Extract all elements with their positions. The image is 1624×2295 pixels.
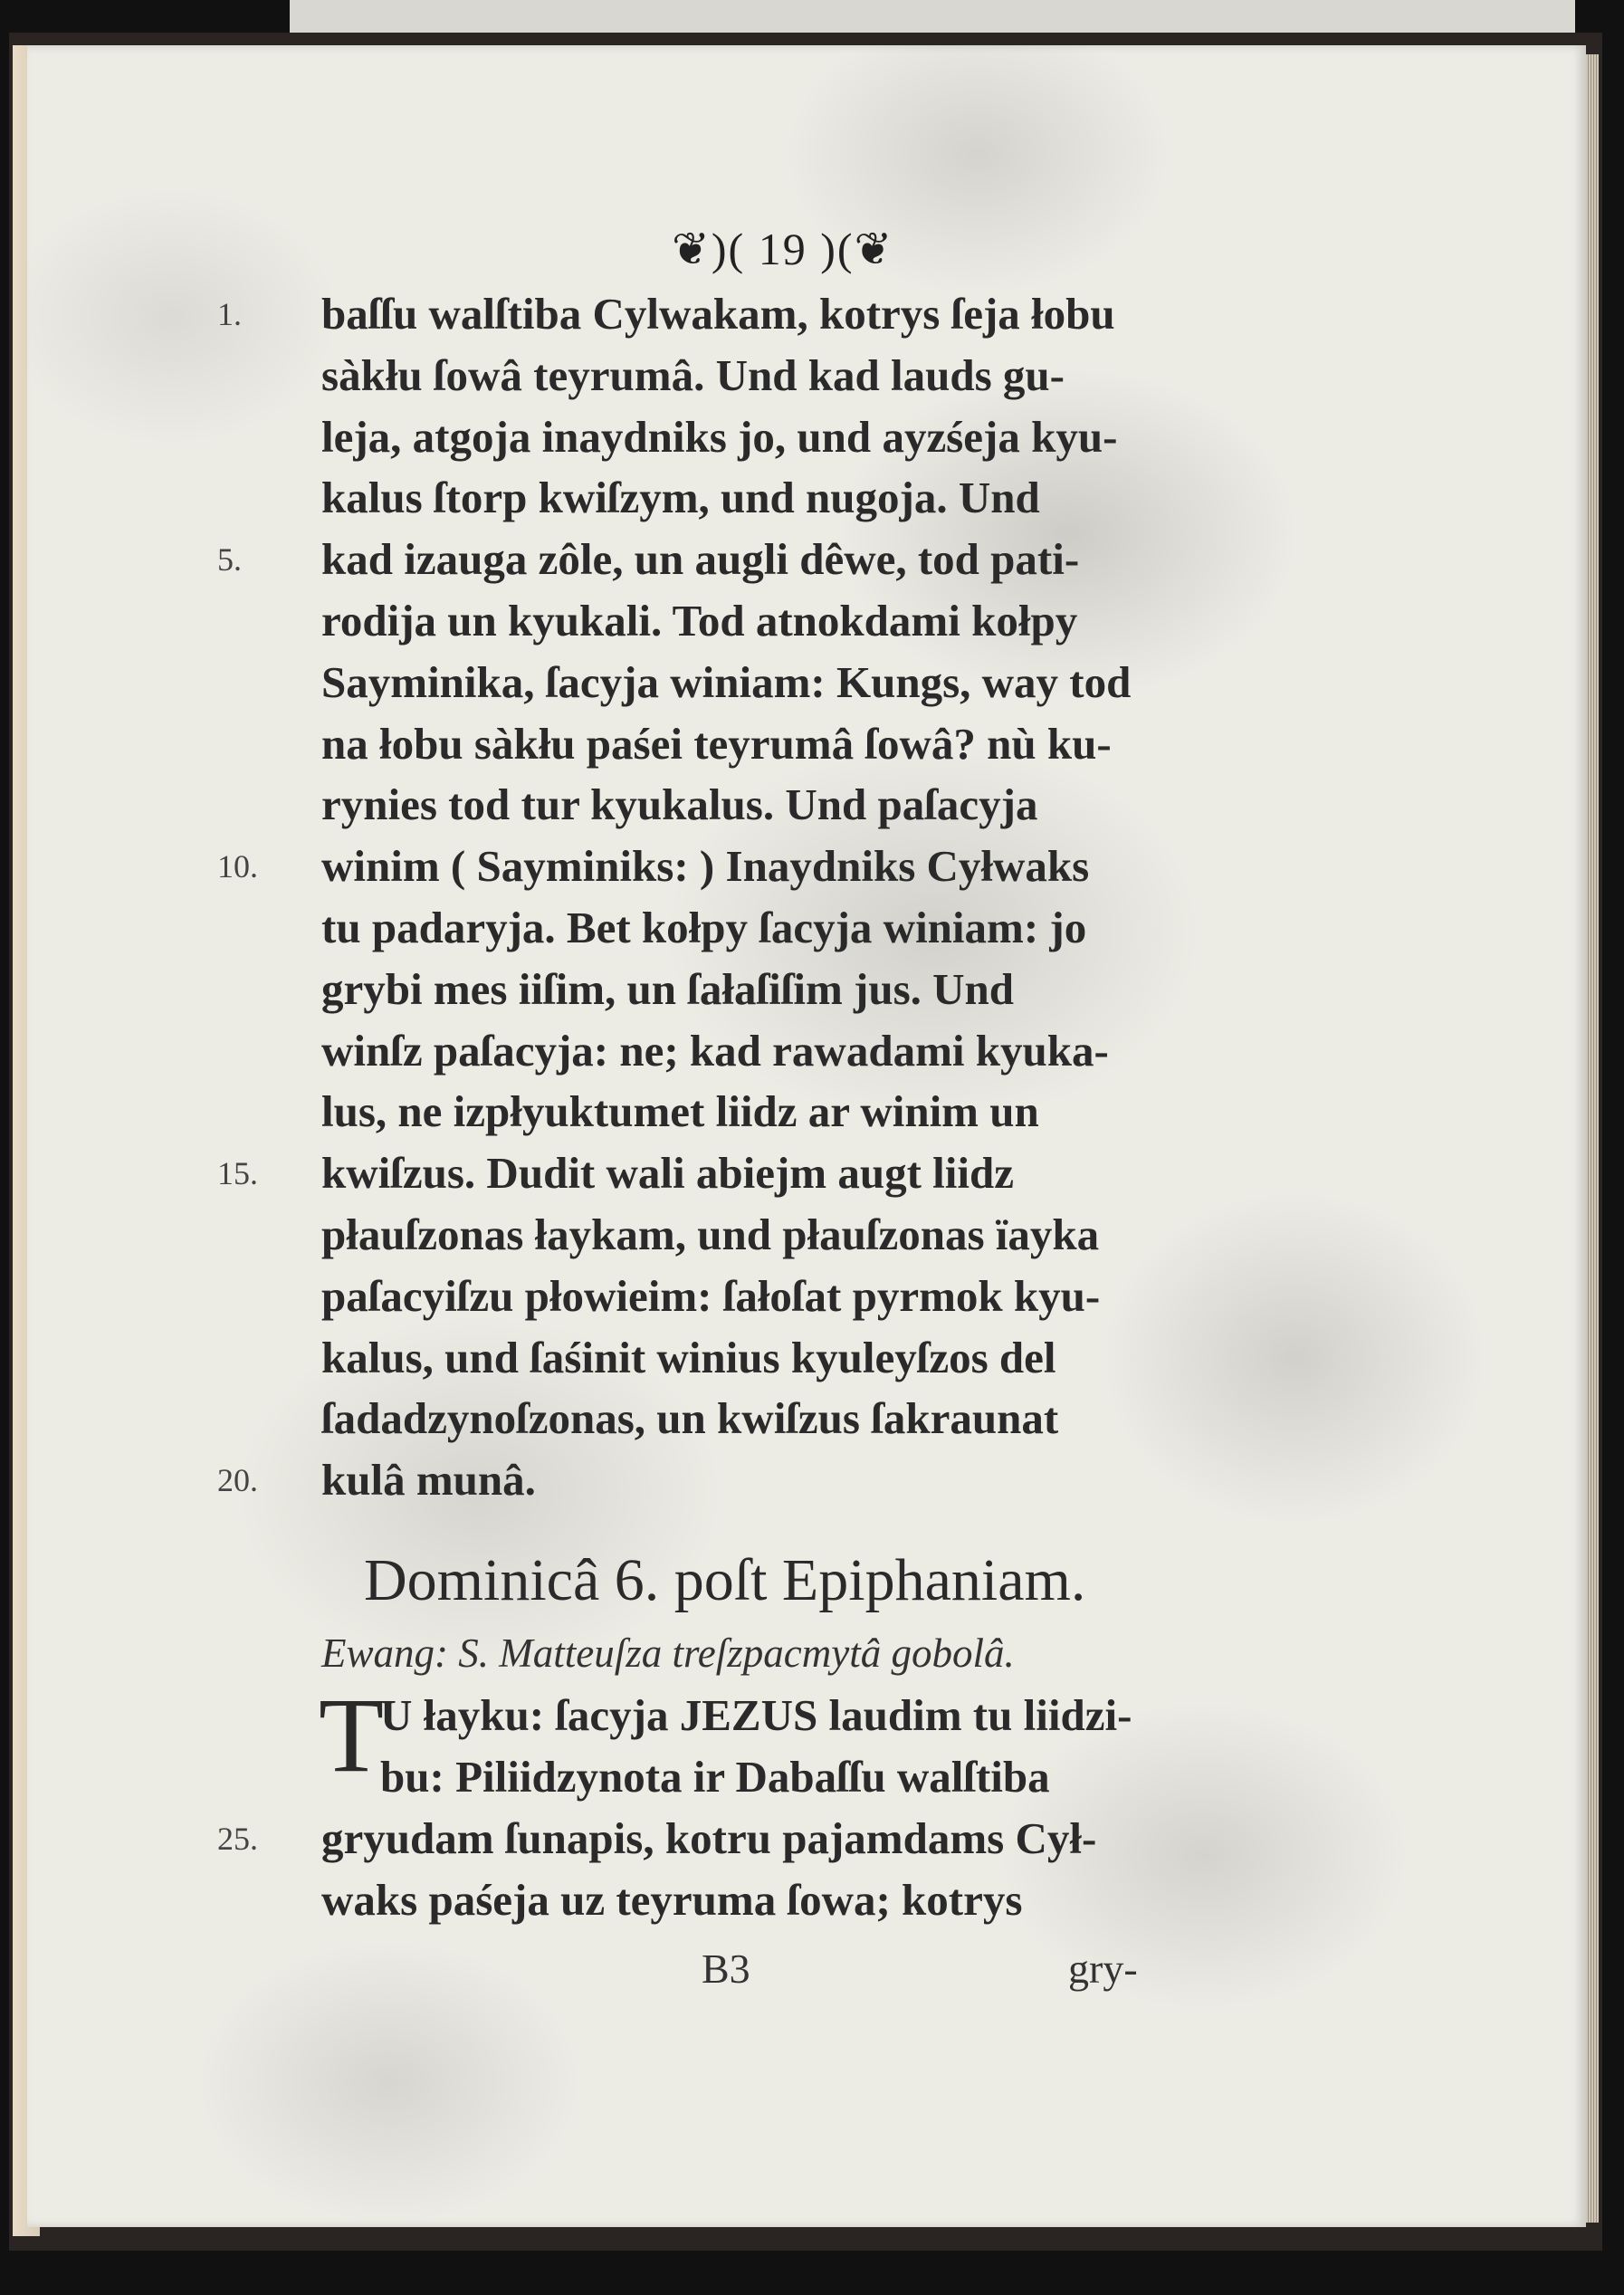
- line-text: kalus ſtorp kwiſzym, und nugoja. Und: [321, 473, 1040, 523]
- line-text: na łobu sàkłu paśei teyrumâ ſowâ? nù ku-: [321, 718, 1112, 769]
- line-text: baſſu walſtiba Cylwakam, kotrys ſeja łobu: [321, 289, 1115, 339]
- signature-mark: B3: [702, 1946, 750, 1992]
- line-text: sàkłu ſowâ teyrumâ. Und kad lauds gu-: [321, 349, 1065, 400]
- line-text: kad izauga zôle, un augli dêwe, tod pati-: [321, 534, 1080, 585]
- line-number: 1.: [217, 296, 242, 332]
- line-text: paſacyiſzu płowieim: ſałoſat pyrmok kyu-: [321, 1270, 1101, 1321]
- line-text: kulâ munâ.: [321, 1455, 536, 1506]
- line-text: winſz paſacyja: ne; kad rawadami kyuka-: [321, 1025, 1109, 1076]
- section-heading: Dominicâ 6. poſt Epiphaniam.: [364, 1547, 1086, 1613]
- line-text: Sayminika, ſacyja winiam: Kungs, way tod: [321, 656, 1132, 707]
- line-text: lus, ne izpłyuktumet liidz ar winim un: [321, 1086, 1039, 1137]
- line-text: tu padaryja. Bet kołpy ſacyja winiam: jo: [321, 903, 1087, 952]
- drop-cap: T: [319, 1676, 385, 1794]
- line-text: U łayku: ſacyja JEZUS laudim tu liidzi-: [380, 1690, 1132, 1740]
- page-header: ❦)( 19 )(❦: [672, 224, 894, 274]
- section-subheading: Ewang: S. Matteuſza treſzpacmytâ gobolâ.: [321, 1630, 1015, 1676]
- catchword: gry-: [1068, 1946, 1138, 1992]
- line-text: grybi mes iiſim, un ſałaſiſim jus. Und: [321, 963, 1015, 1014]
- line-text: ſadadzynoſzonas, un kwiſzus ſakraunat: [321, 1393, 1059, 1444]
- line-text: bu: Piliidzynota ir Dabaſſu walſtiba: [380, 1752, 1050, 1802]
- page: [27, 45, 1586, 2227]
- line-text: kwiſzus. Dudit wali abiejm augt liidz: [321, 1148, 1015, 1199]
- line-number: 15.: [217, 1155, 258, 1192]
- line-text: rynies tod tur kyukalus. Und paſacyja: [321, 779, 1038, 830]
- line-number: 10.: [217, 848, 258, 885]
- right-page-edges: [1586, 54, 1599, 2223]
- line-text: leja, atgoja inaydniks jo, und ayzśeja kyu-: [321, 411, 1118, 462]
- line-text: kalus, und ſaśinit winius kyuleyſzos del: [321, 1332, 1056, 1382]
- line-text: rodija un kyukali. Tod atnokdami kołpy: [321, 596, 1078, 645]
- line-text: płauſzonas łaykam, und płauſzonas ïayka: [321, 1210, 1100, 1259]
- line-number: 5.: [217, 541, 242, 579]
- line-number: 25.: [217, 1821, 258, 1857]
- line-text: gryudam ſunapis, kotru pajamdams Cył-: [321, 1813, 1097, 1863]
- line-text: winim ( Sayminiks: ) Inaydniks Cyłwaks: [321, 841, 1090, 892]
- line-number: 20.: [217, 1462, 258, 1499]
- line-text: waks paśeja uz teyruma ſowa; kotrys: [321, 1875, 1023, 1925]
- top-paper-strip: [290, 0, 1575, 36]
